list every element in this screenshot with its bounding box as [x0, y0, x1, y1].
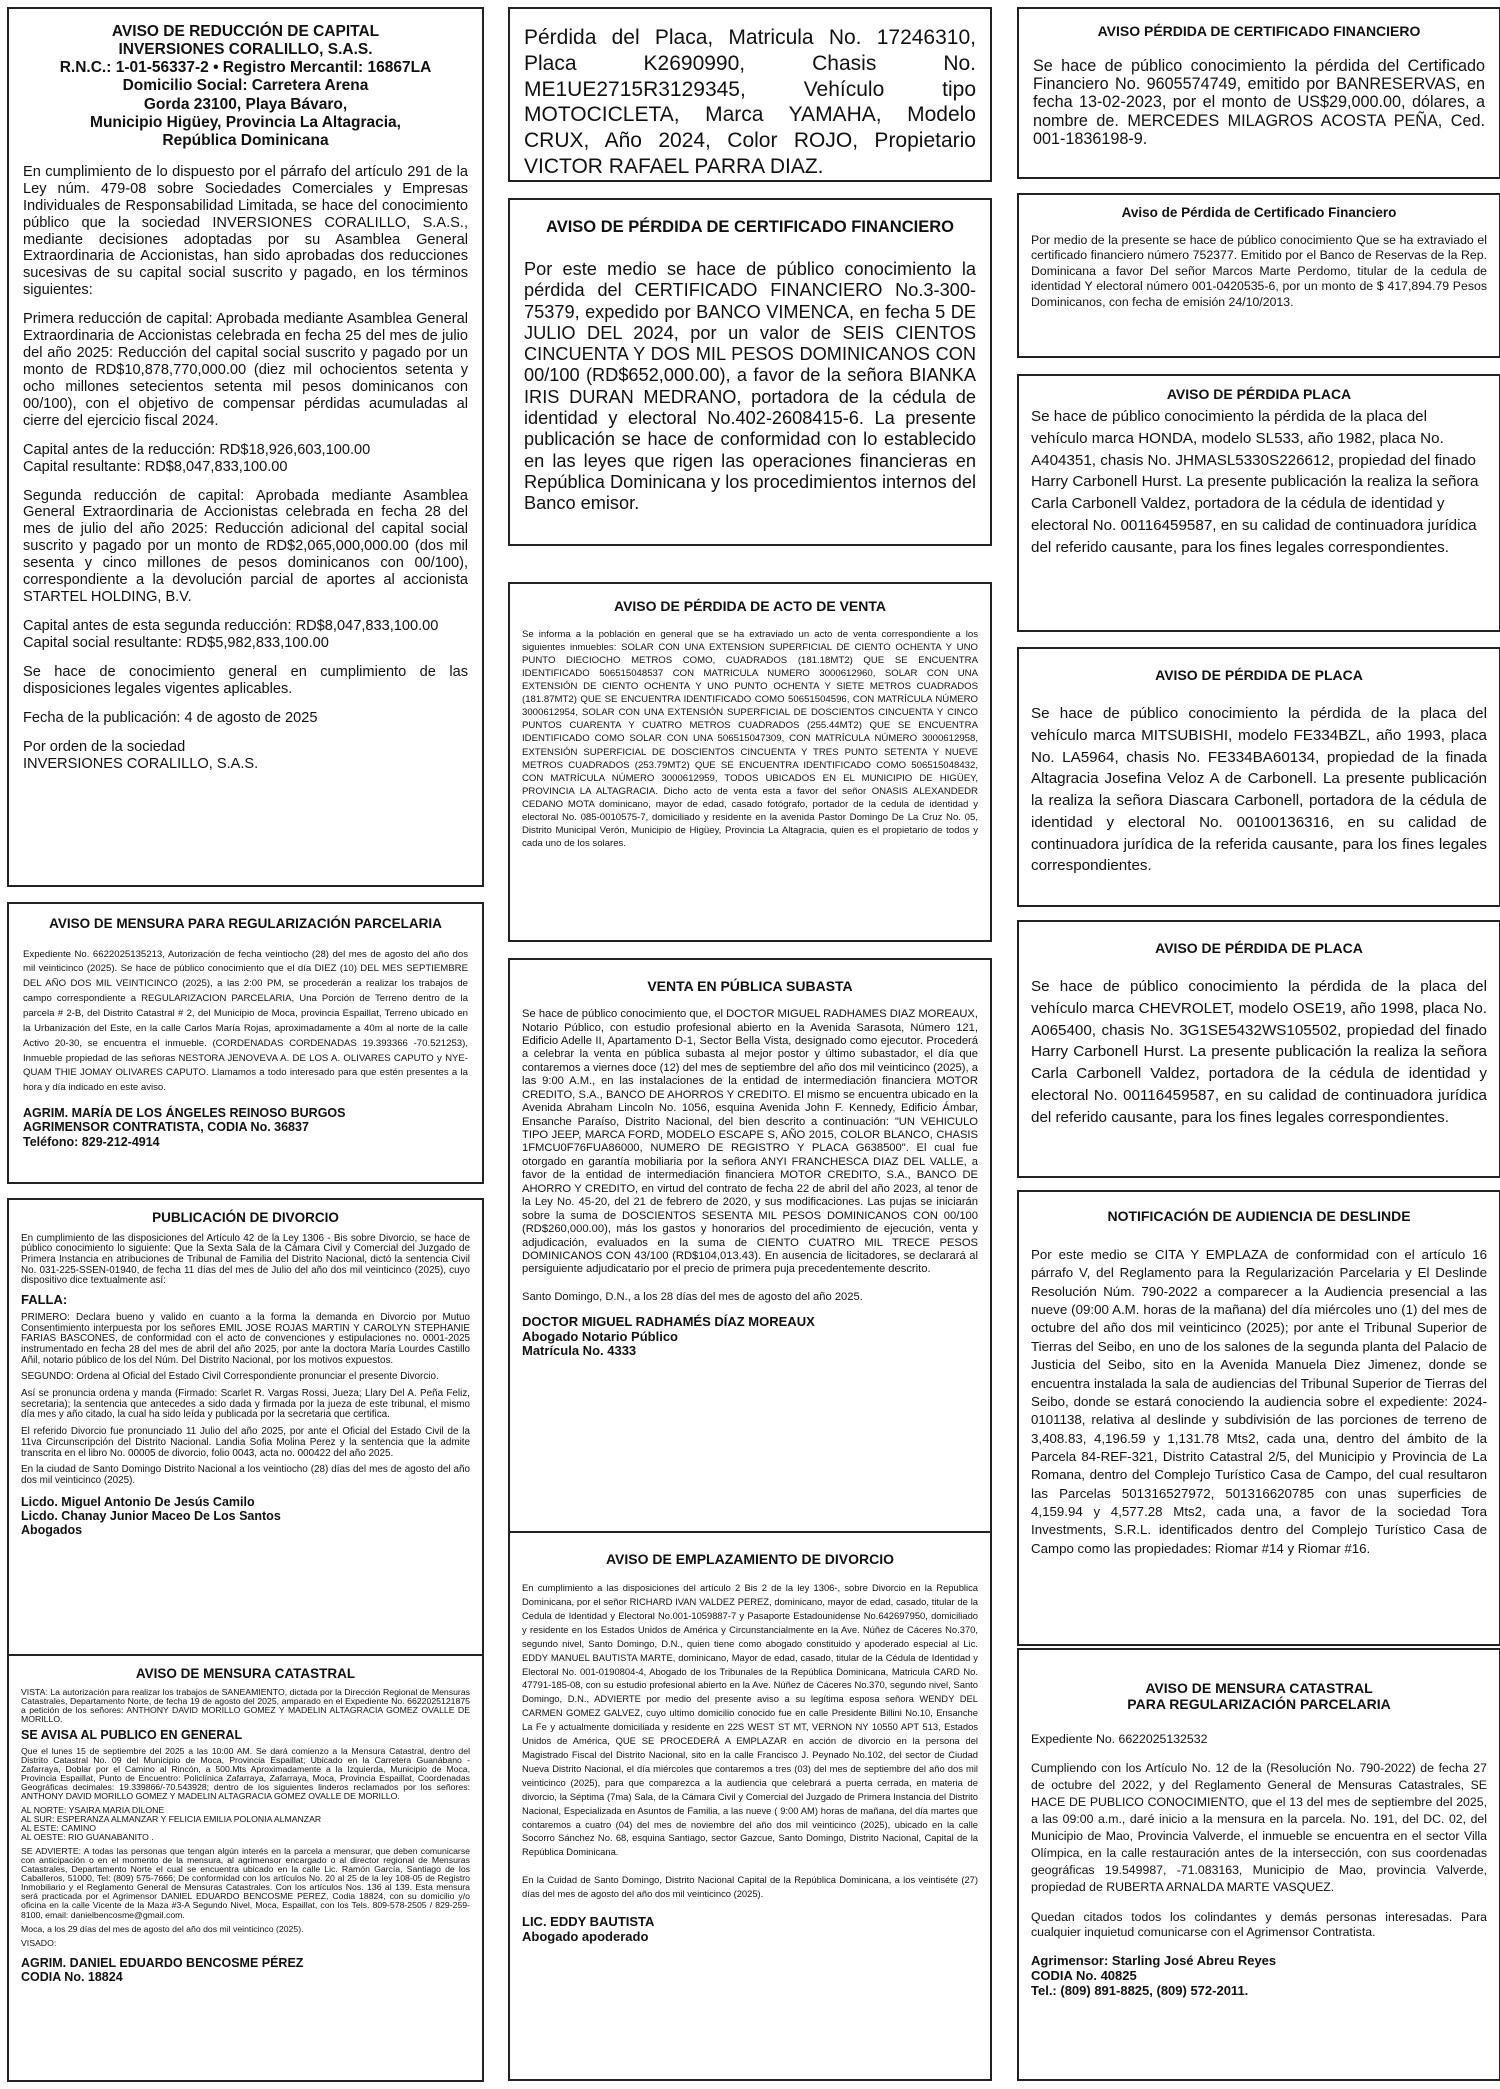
notice-body: Se hace de público conocimiento la pérdida del Certificado Financiero No. 9605574749, emitido por BANRESERVAS, en fecha 13-02-2023, por el monto de US$29,000.00, dólares, a nombre de. MERCEDES MILAGROS ACOSTA PEÑA, Ced. 001-1836198-9. — [1033, 57, 1485, 148]
notice-deslinde-hearing — [1017, 1190, 1500, 1646]
notice-plate-loss-motorcycle — [508, 7, 992, 182]
notice-title: AVISO PÉRDIDA DE CERTIFICADO FINANCIERO — [1097, 23, 1421, 39]
subheading: SE AVISA AL PUBLICO EN GENERAL — [21, 1727, 243, 1742]
notice-title: AVISO DE PÉRDIDA DE PLACA — [1155, 940, 1363, 956]
notice-certificate-loss-752377 — [1017, 193, 1500, 358]
notice-header: AVISO DE REDUCCIÓN DE CAPITAL INVERSIONES CORALILLO, S.A.S. R.N.C.: 1-01-56337-2 • Registro Mercantil: 16867LA Domicilio Social: Carretera Arena Gorda 23100, Playa Bávaro, Municipio Higüey, Provincia La Altagracia, República Dominicana — [59, 23, 432, 149]
notice-plate-loss-chevrolet — [1017, 920, 1500, 1178]
notice-certificate-loss-vimenca — [508, 198, 992, 546]
paragraph: VISTA: La autorización para realizar los trabajos de SANEAMIENTO, dictada por la Dirección Regional de Mensuras Catastrales, Departamento Norte, de fecha 19 de agosto del 2025, amparado en el Expediente No. 6622025121875 a petición de los señores: ANTHONY DAVID MORILLO GOMEZ Y MADELIN ALTAGRACIA GOMEZ OVALLE DE MORILLO. — [21, 1686, 470, 1724]
falla-heading: FALLA: — [21, 1291, 68, 1307]
paragraph: En la ciudad de Santo Domingo Distrito Nacional a los veintiocho (28) días del mes de agosto del año dos mil veinticinco (2025). — [21, 1464, 470, 1486]
paragraph: Quedan citados todos los colindantes y demás personas interesadas. Para cualquier inquietud comunicarse con el Agrimensor Contratista. — [1031, 1909, 1487, 1939]
notice-sale-act-loss — [508, 582, 992, 942]
notice-title: AVISO DE PÉRDIDA DE ACTO DE VENTA — [614, 598, 886, 614]
notice-title: PUBLICACIÓN DE DIVORCIO — [152, 1210, 339, 1225]
notice-plate-loss-mitsubishi — [1017, 647, 1500, 907]
paragraph: Primera reducción de capital: Aprobada mediante Asamblea General Extraordinaria de Accionistas celebrada en fecha 25 del mes de julio del año 2025: Reducción del capital social suscrito y pagado por un monto de RD$10,878,770,000.00 (diez mil ochocientos setenta y ocho millones setecientos setenta mil pesos dominicanos con 00/100), con el objetivo de compensar pérdidas acumuladas al cierre del ejercicio fiscal 2024. — [23, 311, 468, 429]
notice-certificate-loss-banreservas — [1017, 7, 1500, 179]
notice-mensura-regularizacion — [7, 902, 484, 1184]
paragraph: Moca, a los 29 días del mes de agosto del año dos mil veinticinco (2025). — [21, 1923, 304, 1934]
notice-title: AVISO DE MENSURA CATASTRAL — [135, 1666, 356, 1681]
boundaries: AL NORTE: YSAIRA MARIA DILONE AL SUR: ESPERANZA ALMANZAR Y FELICIA EMILIA POLONIA ALMANZAR AL ESTE: CAMINO AL OESTE: RIO GUANABANITO . — [21, 1804, 322, 1843]
notice-title: AVISO DE PÉRDIDA DE PLACA — [1155, 667, 1363, 683]
notice-title: AVISO DE PÉRDIDA PLACA — [1166, 386, 1352, 402]
notice-date: En la Cuidad de Santo Domingo, Distrito Nacional Capital de la República Dominicana, a los veintiséte (27) días del mes de agosto del año dos mil veinticinco (2025). — [522, 1874, 978, 1900]
paragraph: SE ADVIERTE: A todas las personas que tengan algún interés en la parcela a mensurar, que deben comunicarse con anticipación o en el momento de la mensura, al agrimensor encargado o al director regional de Mensuras Catastrales, Departamento Norte el cual se encuentra ubicado en la calle Lic. Ramón García, Santiago de los Caballeros, 51000, Tel: (809) 575-7666; De conformidad con los artículos No. 20 al 25 de la ley 108-05 de Registro Inmobiliario y el Reglamento General de Mensuras Catastrales. Con los artículos Nos. 136 al 139. Esta mensura será practicada por el Agrimensor DANIEL EDUARDO BENCOSME PEREZ, Codia 18824, con su domicilio y/o oficina en la calle Vicente de la Maza #3-A Segundo Nivel, Moca, Espaillat, con los Tels. 809-578-2505 / 829-259-8100, email: danielbencosme@gmail.com. — [21, 1846, 470, 1920]
notice-body: Por medio de la presente se hace de público conocimiento Que se ha extraviado el certificado financiero número 752377. Emitido por el Banco de Reservas de la Rep. Dominicana a favor Del señor Marcos Marte Perdomo, titular de la cedula de identidad Y electoral número 001-0420535-6, por un monto de $ 417,894.79 Pesos Dominicanos, con fecha de emisión 24/10/2013. — [1031, 232, 1487, 309]
notice-divorce-summons — [508, 1531, 992, 2081]
signature: AGRIM. DANIEL EDUARDO BENCOSME PÉREZ CODIA No. 18824 — [21, 1955, 304, 1985]
paragraph: El referido Divorcio fue pronunciado 11 Julio del año 2025, por ante el Oficial del Estado Civil de la 11va Circunscripción del Distrito Nacional. Landia Sofia Molina Perez y la sentencia que la admite transcrita en el libro No. 00005 de divorcio, folio 0043, acta no. 000422 del año 2025. — [21, 1426, 470, 1459]
notice-body: Por este medio se hace de público conocimiento la pérdida del CERTIFICADO FINANCIERO No.3-300-75379, expedido por BANCO VIMENCA, en fecha 5 DE JULIO DEL 2024, por un valor de SEIS CIENTOS CINCUENTA Y DOS MIL PESOS DOMINICANOS CON 00/100 (RD$652,000.00), a favor de la señora BIANKA IRIS DURAN MEDRANO, portadora de la cédula de identidad y electoral No.402-2608415-6. La presente publicación se hace de conformidad con lo establecido en las leyes que rigen las operaciones financieras en República Dominicana y los procedimientos internos del Banco emisor. — [524, 258, 976, 514]
notice-body: Pérdida del Placa, Matricula No. 17246310, Placa K2690990, Chasis No. ME1UE2715R3129345, Vehículo tipo MOTOCICLETA, Marca YAMAHA, Modelo CRUX, Año 2024, Color ROJO, Propietario VICTOR RAFAEL PARRA DIAZ. — [524, 26, 976, 179]
signature: LIC. EDDY BAUTISTA Abogado apoderado — [522, 1914, 655, 1944]
notice-body: Cumpliendo con los Artículo No. 12 de la (Resolución No. 790-2022) de fecha 27 de octubre del 2022, y del Reglamento General de Mensuras Catastrales, SE HACE DE PUBLICO CONOCIMIENTO, que el 13 del mes de septiembre del 2025, a las 09:00 a.m., daré inicio a la mensura en la parcela. No. 191, del DC. 02, del Municipio de Mao, Provincia Valverde, el inmueble se encuentra en el sector Villa Olímpica, en la calle restauración antes de la intersección, con sus coordenadas geográficas 19.549987, -71.083163, Municipio de Mao, provincia Valverde, propiedad de RUBERTA ARNALDA MARTE VASQUEZ. — [1031, 1761, 1487, 1894]
paragraph: PRIMERO: Declara bueno y valido en cuanto a la forma la demanda en Divorcio por Mutuo Consentimiento interpuesta por los señores EMIL JOSE ROJAS MARTIN Y CAROLYN STEPHANIE FARIAS BASCONES, de conformidad con el acto de convenciones y estipulaciones no. 0001-2025 instrumentado en fecha 28 del mes de abril del año 2025, por ante la doctora María Lourdes Castillo Añil, notario público de los del Núm. Del Distrito Nacional, por los motivos expuestos. — [21, 1311, 470, 1366]
paragraph: Que el lunes 15 de septiembre del 2025 a las 10:00 AM. Se dará comienzo a la Mensura Catastral, dentro del Distrito Catastral No. 09 del Municipio de Moca, Provincia Espaillat; Ubicado en la Carretera Guanábano - Zafarraya, Doblar por el Camino al Rincón, a 500.Mts Aproximadamente a la Izquierda, Municipio de Moca, Provincia Espaillat, Punto de Encuentro: Policlínica Zafarraya, Zafarraya, Moca, Provincia Espaillat, Coordenadas Geográficas decimales: 19.339866/-70.543928; dentro de los siguientes linderos reclamados por los señores: ANTHONY DAVID MORILLO GOMEZ Y MADELIN ALTAGRACIA GOMEZ OVALLE DE MORILLO. — [21, 1745, 470, 1801]
paragraph: SEGUNDO: Ordena al Oficial del Estado Civil Correspondiente pronunciar el presente Divorcio. — [21, 1371, 439, 1383]
notice-title: AVISO DE EMPLAZAMIENTO DE DIVORCIO — [605, 1551, 895, 1567]
notice-plate-loss-honda — [1017, 374, 1500, 632]
signature: Agrimensor: Starling José Abreu Reyes CODIA No. 40825 Tel.: (809) 891-8825, (809) 572-2011. — [1031, 1952, 1277, 1998]
notice-title: VENTA EN PÚBLICA SUBASTA — [647, 978, 853, 994]
notice-body: Por este medio se CITA Y EMPLAZA de conformidad con el artículo 16 párrafo V, del Reglamento para la Regularización Parcelaria y El Deslinde Resolución Núm. 790-2022 a comparecer a la Audiencia presencial a las nueve (09:00 A.M. horas de la mañana) del día miércoles uno (1) del mes de octubre del año dos mil veinticinco (2025); por ante el Tribunal Superior de Tierras del Seibo, en uno de los salones de la segunda planta del Palacio de Justicia del Seibo, sito en la Avenida Manuela Diez Jimenez, donde se encuentra instalada la sala de audiencias del Tribunal Superior de Tierras del Seibo, donde se estará conociendo la audiencia sobre el expediente: 2024-0101138, relativa al deslinde y subdivisión de las porciones de terreno de 3,408.83, 4,196.59 y 1,131.78 Mts2, cada una, dentro del ámbito de la Parcela 84-REF-321, Distrito Catastral 2/5, del Municipio y Provincia de La Romana, dentro del Complejo Turístico Casa de Campo, del cual resultaron las Parcelas 501316527972, 501316620785 con unas superficies de 4,159.94 y 4,577.28 Mts2, cada una, a favor de la sociedad Tora Investments, S.R.L. identificados dentro del Complejo Turístico Casa de Campo como las propiedades: Riomar #14 y Riomar #16. — [1031, 1247, 1487, 1556]
notice-body: Se hace de público conocimiento que, el DOCTOR MIGUEL RADHAMES DIAZ MOREAUX, Notario Público, con estudio profesional abierto en la Avenida Sarasota, Número 121, Edificio Adelle II, Apartamento D-1, Sector Bella Vista, designado como ejecutor. Procederá a celebrar la venta en pública subasta al mejor postor y último subastador, el día que contaremos a viernes doce (12) del mes de septiembre del año dos mil veinticinco (2025), a las 9:00 A.M., en las instalaciones de la entidad de intermediación financiera MOTOR CREDITO, S.A., BANCO DE AHORROS Y CREDITO. El mismo se encuentra ubicado en la Avenida Abraham Lincoln No. 1056, esquina Avenida John F. Kennedy, Edificio Ámbar, Ensanche Paraíso, Distrito Nacional, del bien descrito a continuación: "UN VEHICULO TIPO JEEP, MARCA FORD, MODELO ESCAPE S, AÑO 2015, COLOR BLANCO, CHASIS 1FMCU0F76FUA86000, NUMERO DE REGISTRO Y PLACA G638500". El cual fue otorgado en garantía mobiliaria por la señora ANYI FRANCHESCA DIAZ DEL VALLE, a favor de la entidad de intermediación financiera MOTOR CREDITO, S.A., BANCO DE AHORRO Y CREDITO, en virtud del contrato de fecha 22 de abril del año 2023, al tenor de la Ley No. 45-20, del 21 de febrero de 2020, y sus modificaciones. Las pujas se iniciarán sobre la suma de DOSCIENTOS SESENTA MIL PESOS DOMINICANOS CON 00/100 (RD$260,000.00), más los gastos y honorarios del procedimiento de ejecución, venta y adjudicación, evaluados en la suma de CIENTO CUATRO MIL TRECE PESOS DOMINICANOS CON 43/100 (RD$104,013.43). En ausencia de licitadores, se declarará al persiguiente adjudicatario por el precio de primera puja precedentemente descrito. — [522, 1008, 978, 1276]
notice-title: AVISO DE MENSURA CATASTRAL PARA REGULARIZACIÓN PARCELARIA — [1127, 1680, 1391, 1713]
signature: Licdo. Miguel Antonio De Jesús Camilo Licdo. Chanay Junior Maceo De Los Santos Abogados — [21, 1494, 281, 1537]
notice-body: Se informa a la población en general que se ha extraviado un acto de venta correspondiente a los siguientes inmuebles: SOLAR CON UNA EXTENSION SUPERFICIAL DE CIENTO OCHENTA Y UNO PUNTO DIECIOCHO METROS COMO, CUADRADOS (181.18MT2) QUE SE ENCUENTRA IDENTIFICADO 506515048537 CON MATRICULA NUMERO 3000612960, SOLAR CON UNA EXTENSIÓN DE CIENTO OCHENTA Y UNO PUNTO OCHENTA Y SIETE METROS CUADRADOS (181.87MT2) QUE SE ENCUENTRA IDENTIFICADO COMO 50651504596, CON MATRÍCULA NÚMERO 3000612954, SOLAR CON UNA EXTENSIÓN SUPERFICIAL DE DOSCIENTOS CINCUENTA Y CINCO PUNTOS CUARENTA Y CUATRO METROS CUADRADOS (255.44MT2) QUE SE ENCUENTRA IDENTIFICADO COMO SOLAR CON UNA 506515047309, CON MATRÍCULA NÚMERO 3000612958, EXTENSIÓN SUPERFICIAL DE DOSCIENTOS CINCUENTA Y TRES PUNTO SETENTA Y NUEVE METROS CUADRADOS (253.79MT2) QUE SE ENCUENTRA IDENTIFICADO COMO 506515048432, CON MATRÍCULA NÚMERO 3000612959, TODOS UBICADOS EN EL MUNICIPIO DE HIGÜEY, PROVINCIA LA ALTAGRACIA. Dicho acto de venta esta a favor del señor ONASIS ALEXANDEDR CEDANO MOTA dominicano, mayor de edad, casado fotógrafo, portador de la cedula de identidad y electoral No. 085-0010575-7, domiciliado y residente en la avenida Pastor Domingo De La Cruz No. 05, Distrito Municipal Verón, Municipio de Higüey, Provincia La Altagracia, quien es el propietario de todos y cada uno de los solares. — [522, 629, 978, 849]
publication-date: Fecha de la publicación: 4 de agosto de 2025 — [23, 709, 318, 726]
notice-title: AVISO DE PÉRDIDA DE CERTIFICADO FINANCIERO — [546, 218, 954, 236]
signature: DOCTOR MIGUEL RADHAMÉS DÍAZ MOREAUX Abogado Notario Público Matrícula No. 4333 — [522, 1313, 815, 1359]
expediente-number: Expediente No. 6622025132532 — [1031, 1732, 1208, 1747]
visado-label: VISADO: — [21, 1937, 57, 1948]
notice-title: AVISO DE MENSURA PARA REGULARIZACIÓN PARCELARIA — [49, 916, 442, 931]
paragraph: Segunda reducción de capital: Aprobada mediante Asamblea General Extraordinaria de Accionistas celebrada en fecha 28 del mes de julio del año 2025: Reducción adicional del capital social suscrito y pagado por un monto de RD$2,065,000,000.00 (dos mil sesenta y cinco millones de pesos dominicanos con 00/100), correspondiente a la devolución parcial de aportes al accionista STARTEL HOLDING, B.V. — [23, 487, 468, 606]
notice-capital-reduction — [7, 7, 484, 887]
notice-divorce-publication — [7, 1198, 484, 1670]
paragraph: En cumplimiento de lo dispuesto por el párrafo del artículo 291 de la Ley núm. 479-08 sobre Sociedades Comerciales y Empresas Individuales de Responsabilidad Limitada, se hace del conocimiento público que la sociedad INVERSIONES CORALILLO, S.A.S., mediante decisiones adoptadas por su Asamblea General Extraordinaria de Accionistas, han sido aprobadas dos reducciones sucesivas de su capital social suscrito y pagado, en los términos siguientes: — [23, 163, 468, 299]
signature: AGRIM. MARÍA DE LOS ÁNGELES REINOSO BURGOS AGRIMENSOR CONTRATISTA, CODIA No. 36837 Teléfono: 829-212-4914 — [23, 1106, 346, 1149]
notice-title: NOTIFICACIÓN DE AUDIENCIA DE DESLINDE — [1107, 1208, 1411, 1224]
notice-mensura-regularizacion-mao — [1017, 1648, 1500, 2081]
notice-body: Expediente No. 6622025135213, Autorización de fecha veintiocho (28) del mes de agosto del año dos mil veinticinco (2025). Se hace de público conocimiento que el día DIEZ (10) DEL MES SEPTIEMBRE DEL AÑO DOS MIL VEINTICINCO (2025), a las 2:00 PM, se procederán a realizar los trabajos de campo correspondiente a REGULARIZACION PARCELARIA, Una Porción de Terreno dentro de la parcela # 2-B, del Distrito Catastral # 2, del Municipio de Moca, provincia Espaillat, Terreno ubicado en la Urbanización del Este, en la calle Carlos María Rojas, aproximadamente a 40m al norte de la calle Activo 20-30, se encuentra el inmueble. (CORDENADAS CORDENADAS 19.393366 -70.521253), Inmueble propiedad de las señoras NESTORA JENOVEVA A. DE LOS A. OLIVARES CAPUTO y NYE-QUAM THIE JOMAY OLIVARES CAPUTO. Llamamos a todo interesado para que estén presentes a la hora y día indicado en este aviso. — [23, 948, 468, 1094]
paragraph: En cumplimiento de las disposiciones del Artículo 42 de la Ley 1306 - Bis sobre Divorcio, se hace de público conocimiento lo siguiente: Que la Sexta Sala de la Cámara Civil y Comercial del Juzgado de Primera Instancia en atribuciones de Tribunal de Familia del Distrito Nacional, dictó la sentencia Civil No. 031-225-SSEN-01940, de fecha 11 días del mes de Julio del año dos mil veinticinco (2025), cuyo dispositivo dice textualmente así: — [21, 1232, 470, 1287]
paragraph: Capital antes de esta segunda reducción: RD$8,047,833,100.00 Capital social resultante: RD$5,982,833,100.00 — [23, 618, 439, 651]
notice-body: Se hace de público conocimiento la pérdida de la placa del vehículo marca MITSUBISHI, modelo FE334BZL, año 1993, placa No. LA5964, chasis No. FE334BA60134, propiedad de la finada Altagracia Josefina Veloz A de Carbonell. La presente publicación la realiza la señora Diascara Carbonell, portadora de la cédula de identidad y electoral No. 00100136316, en su calidad de continuadora jurídica de la referida causante, para los fines legales correspondientes. — [1031, 705, 1487, 875]
notice-date: Santo Domingo, D.N., a los 28 días del mes de agosto del año 2025. — [522, 1290, 863, 1303]
signature: Por orden de la sociedad INVERSIONES CORALILLO, S.A.S. — [23, 738, 259, 772]
notice-mensura-catastral — [7, 1654, 484, 2082]
notice-body: Se hace de público conocimiento la pérdida de la placa del vehículo marca HONDA, modelo SL533, año 1982, placa No. A404351, chasis No. JHMASL5330S226612, propiedad del finado Harry Carbonell Hurst. La presente publicación la realiza la señora Carla Carbonell Valdez, portadora de la cédula de identidad y electoral No. 00116459587, en su calidad de continuadora jurídica del referido causante, para los fines legales correspondientes. — [1031, 408, 1479, 556]
paragraph: Se hace de conocimiento general en cumplimiento de las disposiciones legales vigentes aplicables. — [23, 663, 468, 697]
paragraph: Capital antes de la reducción: RD$18,926,603,100.00 Capital resultante: RD$8,047,833,100.00 — [23, 441, 371, 475]
notice-public-auction — [508, 958, 992, 1536]
notice-title: Aviso de Pérdida de Certificado Financiero — [1121, 205, 1397, 220]
notice-body: Se hace de público conocimiento la pérdida de la placa del vehículo marca CHEVROLET, modelo OSE19, año 1998, placa No. A065400, chasis No. 3G1SE5432WS105502, propiedad del finado Harry Carbonell Hurst. La presente publicación la realiza la señora Carla Carbonell Valdez, portadora de la cédula de identidad y electoral No. 00116459587, en su calidad de continuadora jurídica del referido causante, para los fines legales correspondientes. — [1031, 978, 1487, 1126]
paragraph: Así se pronuncia ordena y manda (Firmado: Scarlet R. Vargas Rossi, Jueza; Llary Del A. Peña Feliz, secretaria); la sentencia que antecedes a sido dada y firmada por la jueza de este tribunal, el mismo día mes y año citado, la cual ha sido leída y publicada por la secretaria que certifica. — [21, 1388, 470, 1421]
notice-body: En cumplimiento a las disposiciones del artículo 2 Bis 2 de la ley 1306-, sobre Divorcio en la Republica Dominicana, por el señor RICHARD IVAN VALDEZ PEREZ, dominicano, mayor de edad, casado, titular de la Cedula de Identidad y Electoral No.001-1059887-7 y Pasaporte Estadounidense No.642697950, domiciliado y residente en los Estados Unidos de América y Circunstancialmente en la Ave. Núñez de Cáceres No.370, segundo nivel, Santo Domingo, D.N., quien tiene como abogado constituido y apoderado especial al Lic. EDDY MANUEL BAUTISTA MARTE, dominicano, Mayor de edad, casado, titular de la Cédula de Identidad y Electoral No. 001-0190804-4, Abogado de los Tribunales de la República Dominicana, Matricula CARD No. 47791-185-08, con su estudio profesional abierto en la Ave. Núñez de Cáceres No.370, segundo nivel, Santo Domingo, D.N., ADVIERTE por medio del presente aviso a su legítima esposa señora WENDY DEL CARMEN GOMEZ GALVEZ, cuyo ultimo domicilio conocido fue en calle Presidente Billini No.10, Ensanche La Fe y actualmente domiciliada y residente en 22S WEST ST MT, VERNON NY 10550 APT 513, Estados Unidos de América, QUE SE PROCEDERÁ A EMPLAZAR en acción de divorcio en la persona del Magistrado Fiscal del Distrito Nacional, sito en la calle Francisco J. Peynado No.102, del sector de Ciudad Nueva Distrito Nacional, el día miércoles que contaremos a tres (03) del mes de septiembre del año dos mil veinticinco (2025), para que comparezca a la audiencia que celebrará a puerta cerrada, en materia de divorcio, la Séptima (7ma) Sala, de la Cámara Civil y Comercial del Juzgado de Primera Instancia del Distrito Nacional, Especializada en Asuntos de Familia, a las nueve ( 9:00 AM) horas de mañana, del día martes que contaremos a cuatro (04) del mes de noviembre del año dos mil veinticinco (2025), ubicado en la calle Socorro Sánchez No. 68, esquina Santiago, sector Gazcue, Santo Domingo, Distrito Nacional, Capital de la República Dominicana. — [522, 1582, 978, 1858]
